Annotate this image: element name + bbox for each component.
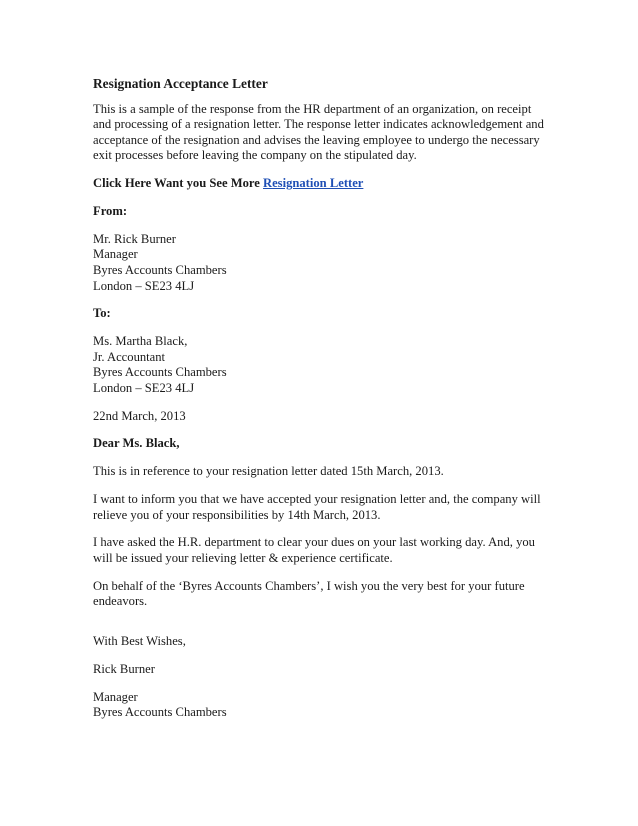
- to-address-line: Ms. Martha Black,: [93, 334, 188, 349]
- signature-name: Rick Burner: [93, 661, 155, 676]
- body-line: endeavors.: [93, 594, 148, 609]
- to-address: [93, 334, 563, 396]
- body-line: relieve you of your responsibilities by 14th March, 2013.: [93, 507, 381, 522]
- body-line: I have asked the H.R. department to clear your dues on your last working day. And, you: [93, 535, 535, 550]
- to-address-line: London – SE23 4LJ: [93, 380, 195, 395]
- body-line: On behalf of the ‘Byres Accounts Chambers’, I wish you the very best for your future: [93, 578, 525, 593]
- intro-line: exit processes before leaving the company on the stipulated day.: [93, 148, 417, 163]
- body-paragraph-3: [93, 535, 563, 566]
- body-paragraph-4: [93, 579, 563, 610]
- letter-date: 22nd March, 2013: [93, 408, 186, 423]
- to-label: To:: [93, 306, 111, 321]
- from-label: From:: [93, 203, 128, 218]
- body-line: I want to inform you that we have accepted your resignation letter and, the company will: [93, 491, 541, 506]
- signature-block: [93, 690, 563, 721]
- signature-company: Byres Accounts Chambers: [93, 705, 227, 720]
- cta-prefix: Click Here Want you See More: [93, 176, 263, 191]
- intro-line: This is a sample of the response from the HR department of an organization, on receipt: [93, 101, 532, 116]
- intro-paragraph: [93, 102, 563, 164]
- intro-line: and processing of a resignation letter. The response letter indicates acknowledgement and: [93, 117, 544, 132]
- closing: With Best Wishes,: [93, 634, 186, 649]
- resignation-letter-link[interactable]: Resignation Letter: [263, 176, 364, 191]
- body-paragraph-1: This is in reference to your resignation letter dated 15th March, 2013.: [93, 464, 444, 479]
- body-line: will be issued your relieving letter & experience certificate.: [93, 550, 393, 565]
- from-address-line: Manager: [93, 247, 138, 262]
- document-title: Resignation Acceptance Letter: [93, 76, 268, 91]
- from-address-line: London – SE23 4LJ: [93, 278, 195, 293]
- from-address-line: Mr. Rick Burner: [93, 231, 176, 246]
- to-address-line: Jr. Accountant: [93, 349, 166, 364]
- closing-spacer: [93, 622, 563, 634]
- salutation: Dear Ms. Black,: [93, 436, 180, 451]
- cta-line: [93, 176, 563, 192]
- from-address: [93, 232, 563, 294]
- signature-title: Manager: [93, 689, 138, 704]
- intro-line: acceptance of the resignation and advises the leaving employee to undergo the necessary: [93, 132, 540, 147]
- body-paragraph-2: [93, 492, 563, 523]
- from-address-line: Byres Accounts Chambers: [93, 262, 227, 277]
- letter-page: [93, 76, 563, 733]
- to-address-line: Byres Accounts Chambers: [93, 365, 227, 380]
